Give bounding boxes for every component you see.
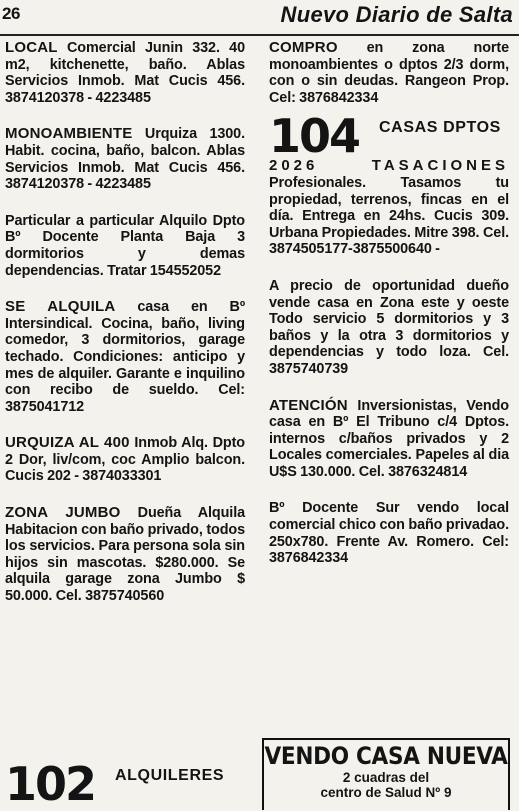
classified-ad — [5, 40, 245, 106]
ad-lead: SE ALQUILA — [5, 298, 116, 316]
classified-ad — [269, 158, 509, 258]
left-column — [5, 40, 245, 625]
ad-lead: ZONA JUMBO — [5, 504, 121, 522]
ad-lead: ATENCIÓN — [269, 396, 348, 414]
ad-text: Profesionales. Tasamos tu propiedad, terrenos, fincas en el día. Entrega en 24hs. Cucis 309. Urbana Propiedades. Mitre 398. Cel. 3874505177-3875500640 - — [269, 174, 509, 258]
classified-ad — [5, 435, 245, 485]
ad-text: casa en Bº Intersindical. Cocina, baño, living comedor, 3 dormitorios, garage techado. Condiciones: anticipo y mes de alquiler. Garante e inquilino con recibo de sueldo. Cel: 3875041712 — [5, 299, 245, 415]
classified-ad — [5, 299, 245, 415]
section-number: 104 — [269, 109, 360, 164]
classified-ad — [5, 213, 245, 279]
ad-text: Inmob Alq. Dpto 2 Dor, liv/com, coc Amplio balcon. Cucis 202 - 3874033301 — [5, 435, 245, 485]
newspaper-name: Nuevo Diario de Salta — [280, 2, 513, 27]
boxed-ad-line: 2 cuadras del — [342, 770, 430, 785]
section-title: ALQUILERES — [115, 767, 225, 784]
ad-lead: URQUIZA AL 400 — [5, 434, 130, 452]
classified-ad — [269, 278, 509, 378]
boxed-ad-line: centro de Salud Nº 9 — [320, 785, 452, 800]
right-column — [269, 40, 509, 587]
ad-text: en zona norte monoambientes o dptos 2/3 dorm, con o sin deudas. Rangeon Prop. Cel: 3876842334 — [269, 40, 509, 106]
ad-text: Comercial Junin 332. 40 m2, kitchenette, baño. Ablas Servicios Inmob. Mat Cucis 456. 3874120378 - 4223485 — [5, 40, 245, 106]
ad-lead: COMPRO — [269, 39, 338, 56]
section-title: CASAS DPTOS — [379, 119, 501, 137]
classified-ad — [269, 500, 509, 566]
ad-text: Dueña Alquila Habitacion con baño privado, todos los servicios. Para persona sola sin hijos sin mascotas. $280.000. Se alquila garage zona Jumbo $ 50.000. Cel. 3875740560 — [5, 505, 245, 605]
ad-lead: LOCAL — [5, 39, 58, 56]
ad-text: Bº Docente Sur vendo local comercial chico con baño privadao. 250x780. Frente Av. Romero. Cel: 3876842334 — [269, 500, 509, 567]
ad-text: A precio de oportunidad dueño vende casa en Zona este y oeste Todo servicio 5 dormitorios y 3 baños y la otra 3 dormitorios y dependencias y todo loza. Cel. 3875740739 — [269, 277, 509, 377]
classified-ad — [269, 398, 509, 481]
section-number: 102 — [5, 757, 96, 811]
boxed-ad — [262, 738, 510, 810]
ad-lead: 2026 TASACIONES — [269, 157, 509, 175]
classified-ad — [5, 505, 245, 605]
classified-ad — [5, 126, 245, 192]
classified-ad — [269, 40, 509, 106]
ad-text: Particular a particular Alquilo Dpto Bº Docente Planta Baja 3 dormitorios y demas dependencias. Tratar 154552052 — [5, 212, 245, 279]
boxed-ad-title: VENDO CASA NUEVA — [264, 742, 508, 770]
ad-text: Inversionistas, Vendo casa en Bº El Tribuno c/4 Dptos. internos c/baños privados y 2 Locales comerciales. Papeles al dia U$S 130.000. Cel. 3876324814 — [269, 397, 509, 480]
page-number: 26 — [2, 4, 20, 23]
section-alquileres — [5, 757, 255, 811]
ad-lead: MONOAMBIENTE — [5, 125, 133, 143]
ad-text: Urquiza 1300. Habit. cocina, baño, balcon. Ablas Servicios Inmob. Mat Cucis 456. 3874120378 - 4223485 — [5, 126, 245, 193]
page-header — [0, 0, 519, 36]
section-casas-dptos — [269, 109, 509, 164]
